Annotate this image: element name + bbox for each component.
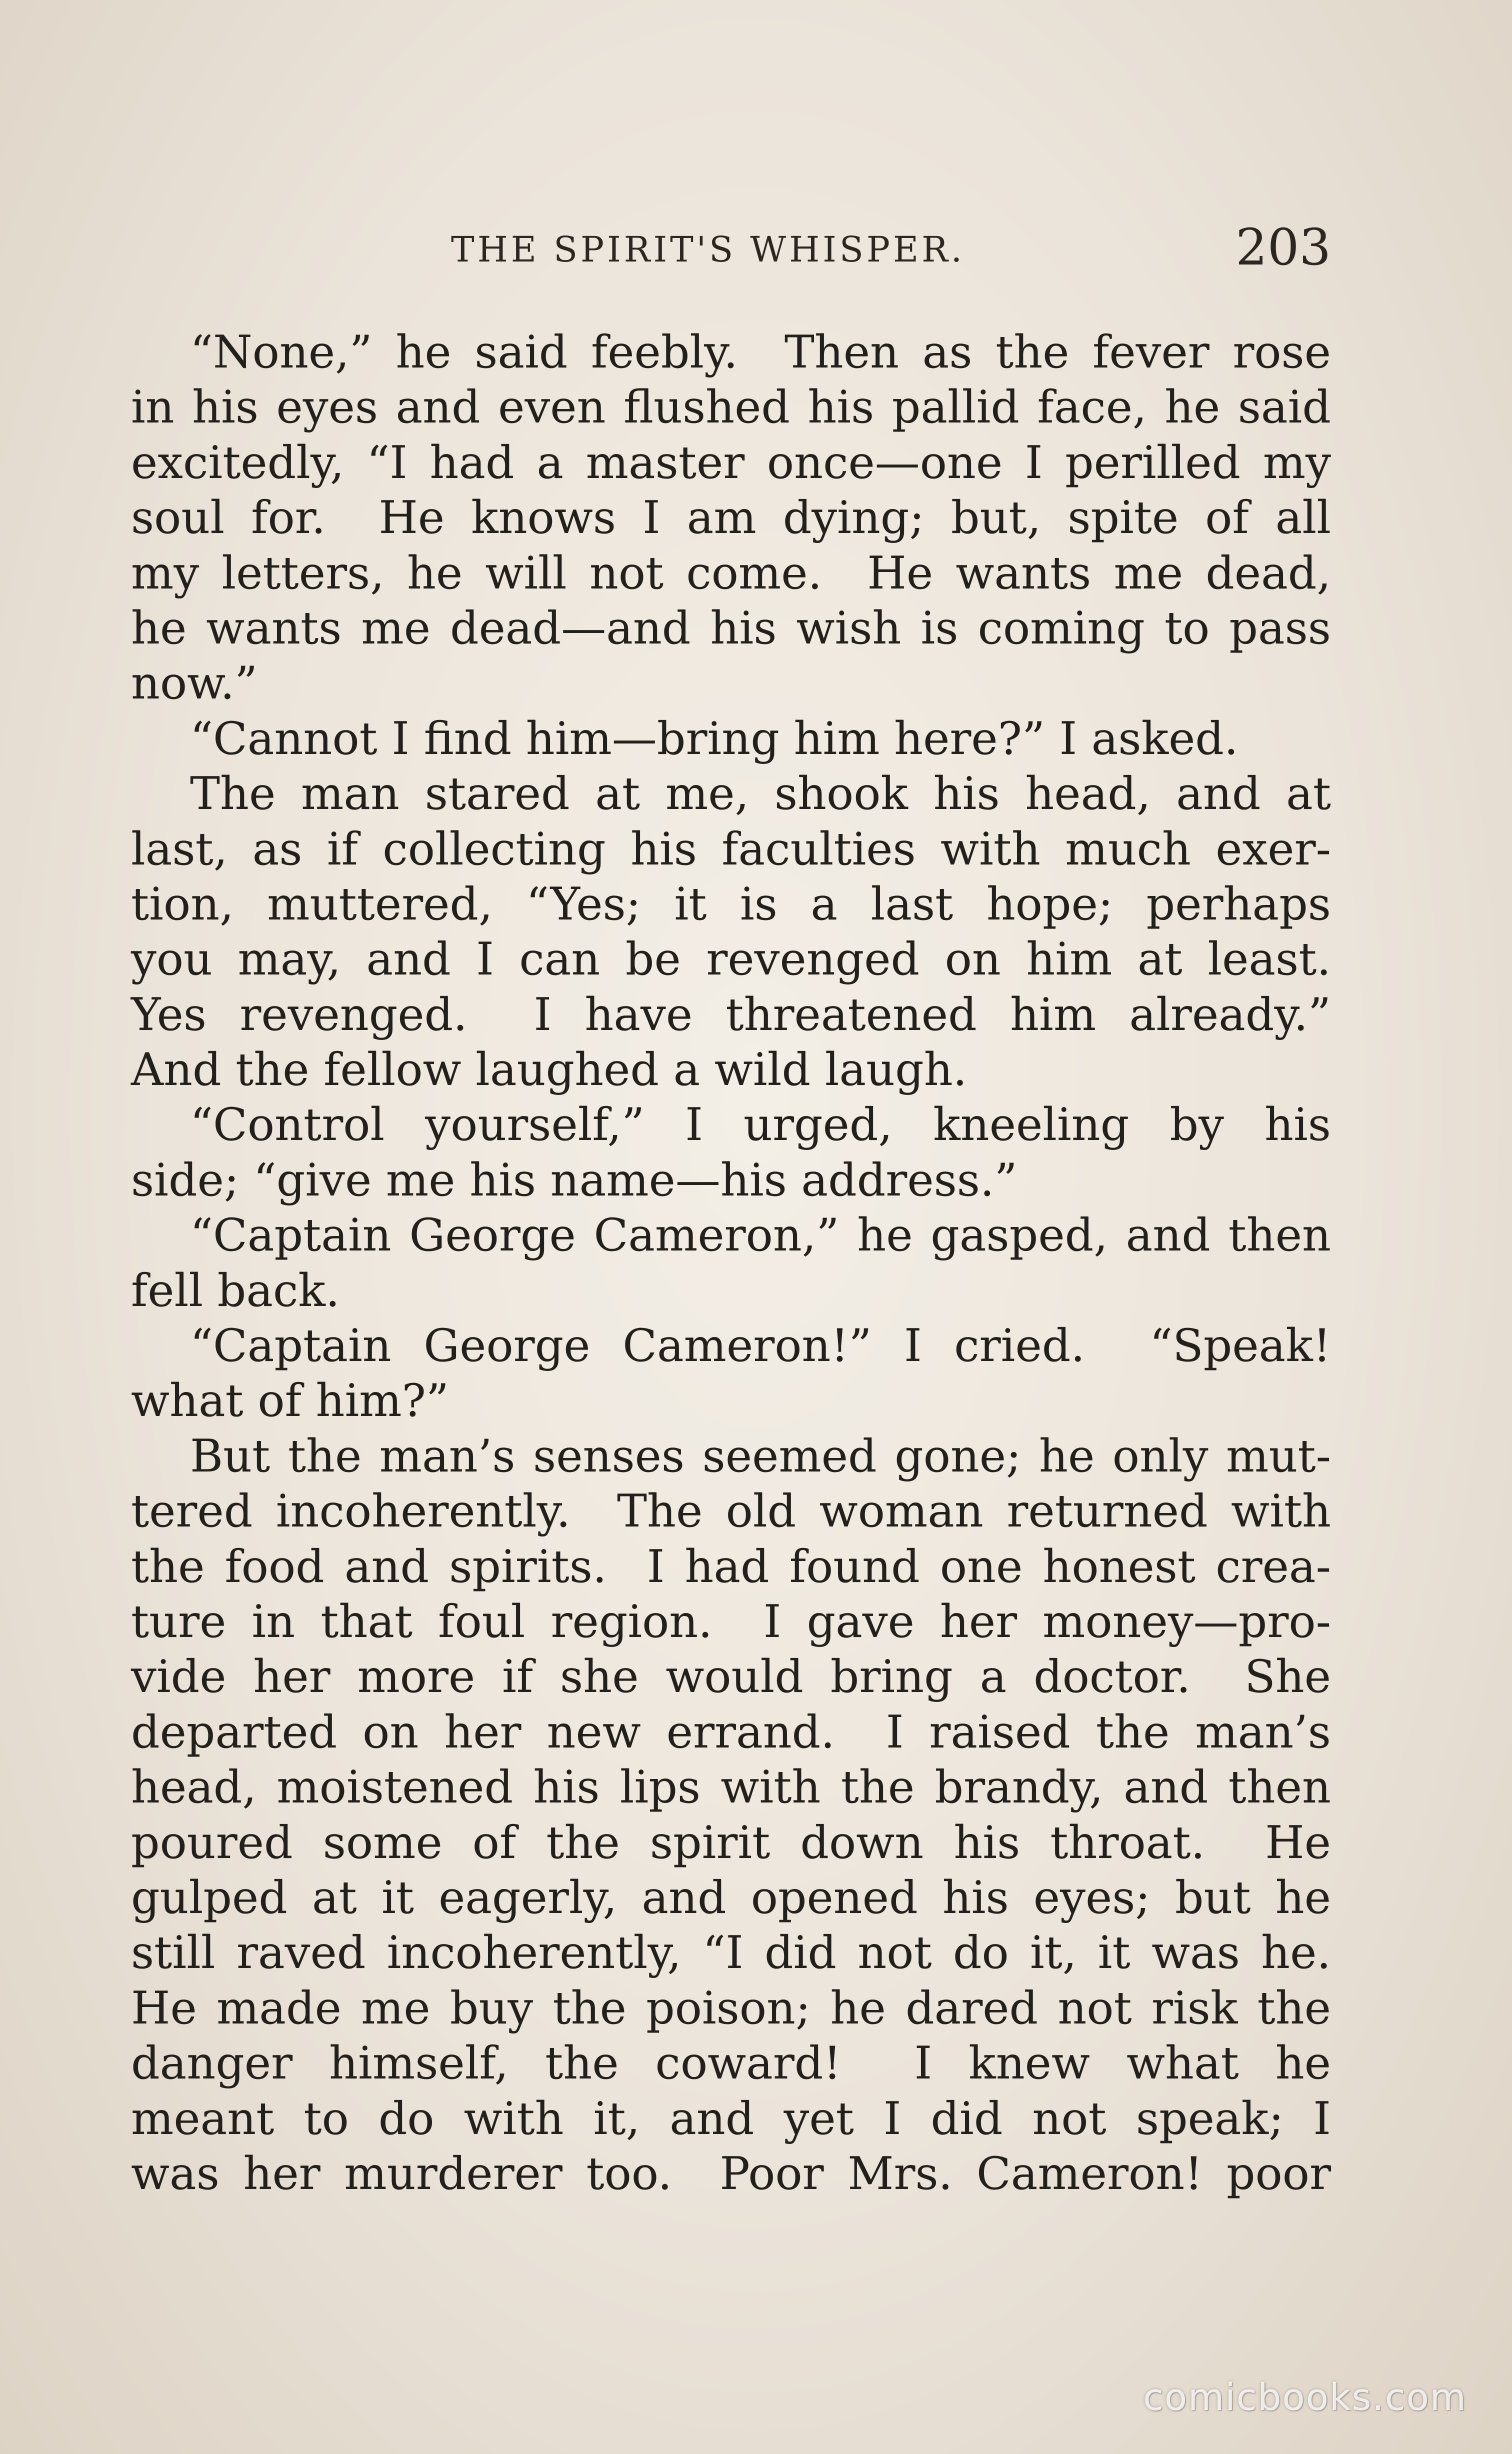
text-line: you may, and I can be revenged on him at least. (131, 933, 1331, 986)
text-line: poured some of the spirit down his throat. He (131, 1816, 1331, 1869)
text-line: gulped at it eagerly, and opened his eyes; but he (131, 1871, 1331, 1924)
text-line: soul for. He knows I am dying; but, spite of all (131, 492, 1331, 544)
text-line: The man stared at me, shook his head, and at (190, 768, 1331, 820)
text-line: vide her more if she would bring a doctor. She (131, 1650, 1331, 1704)
text-line: Yes revenged. I have threatened him already.” (131, 988, 1331, 1041)
text-line: “None,” he said feebly. Then as the fever rose (190, 326, 1331, 378)
text-line: danger himself, the coward! I knew what he (131, 2037, 1331, 2090)
page-number: 203 (1236, 218, 1331, 276)
text-line: ture in that foul region. I gave her money—pro- (131, 1595, 1331, 1648)
text-line: he wants me dead—and his wish is coming to pass (131, 602, 1331, 654)
text-line: the food and spirits. I had found one honest crea- (131, 1540, 1331, 1593)
text-line: meant to do with it, and yet I did not speak; I (131, 2092, 1331, 2145)
text-line: was her murderer too. Poor Mrs. Cameron! poor (131, 2147, 1331, 2200)
text-line: But the man’s senses seemed gone; he only mut- (190, 1430, 1331, 1482)
text-line: “Captain George Cameron,” he gasped, and then (190, 1209, 1331, 1262)
text-line: “Captain George Cameron!” I cried. “Speak! (190, 1320, 1331, 1372)
text-line: “Cannot I find him—bring him here?” I asked. (190, 712, 1238, 765)
text-line: fell back. (131, 1264, 340, 1317)
text-line: last, as if collecting his faculties with much exer- (131, 822, 1331, 876)
page-header (131, 218, 1331, 278)
text-line: departed on her new errand. I raised the man’s (131, 1706, 1331, 1758)
running-title: THE SPIRIT'S WHISPER. (451, 229, 966, 270)
text-line: side; “give me his name—his address.” (131, 1154, 1018, 1206)
text-line: “Control yourself,” I urged, kneeling by his (190, 1098, 1331, 1152)
body-text (131, 325, 1331, 2202)
text-line: tered incoherently. The old woman returned with (131, 1485, 1331, 1538)
text-line: now.” (131, 657, 258, 710)
text-line: in his eyes and even flushed his pallid face, he said (131, 381, 1331, 434)
text-line: He made me buy the poison; he dared not risk the (131, 1982, 1331, 2034)
text-line: still raved incoherently, “I did not do it, it was he. (131, 1926, 1331, 1980)
text-line: excitedly, “I had a master once—one I perilled my (131, 436, 1331, 489)
text-line: my letters, he will not come. He wants me dead, (131, 546, 1331, 600)
watermark: comicbooks.com (1143, 2376, 1467, 2419)
text-line: And the fellow laughed a wild laugh. (131, 1044, 968, 1096)
text-line: head, moistened his lips with the brandy, and then (131, 1761, 1331, 1814)
text-line: what of him?” (131, 1374, 449, 1428)
text-line: tion, muttered, “Yes; it is a last hope; perhaps (131, 878, 1331, 930)
